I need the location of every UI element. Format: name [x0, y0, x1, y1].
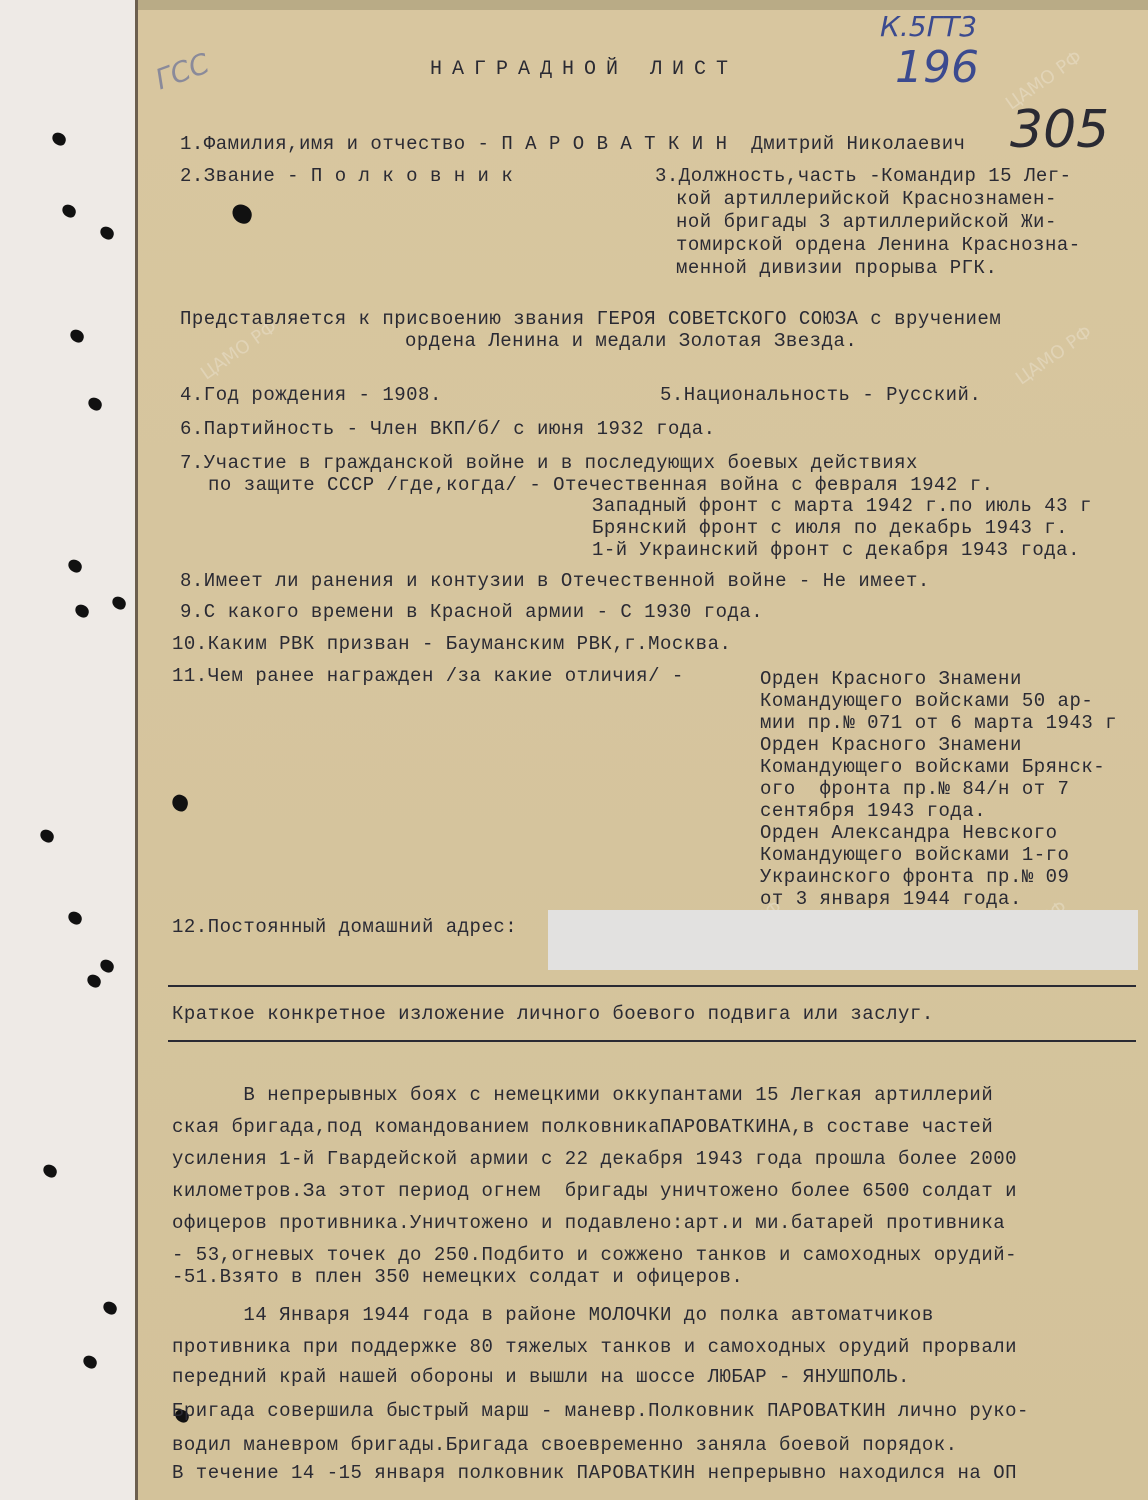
watermark: ЦАМО РФ: [1011, 321, 1097, 390]
binding-strip: [0, 0, 138, 1500]
narrative-line: В течение 14 -15 января полковник ПАРОВАТКИН непрерывно находился на ОП: [172, 1462, 1018, 1484]
presented-line: Представляется к присвоению звания ГЕРОЯ СОВЕТСКОГО СОЮЗА с вручением: [180, 308, 1002, 330]
field-awards-label: 11.Чем ранее награжден /за какие отличия/ -: [172, 665, 684, 687]
narrative-line: -51.Взято в плен 350 немецких солдат и офицеров.: [172, 1266, 744, 1288]
narrative-line: водил маневром бригады.Бригада своевременно заняла боевой порядок.: [172, 1434, 958, 1456]
narrative-line: противника при поддержке 80 тяжелых танков и самоходных орудий прорвали: [172, 1336, 1018, 1358]
award-line: мии пр.№ 071 от 6 марта 1943 г: [760, 712, 1118, 734]
narrative-line: офицеров противника.Уничтожено и подавлено:арт.и ми.батарей противника: [172, 1212, 1006, 1234]
narrative-line: В непрерывных боях с немецкими оккупантами 15 Легкая артиллерий: [172, 1084, 994, 1106]
award-line: Командующего войсками Брянск-: [760, 756, 1106, 778]
field-service-since: 9.С какого времени в Красной армии - С 1930 года.: [180, 601, 764, 623]
narrative-line: Бригада совершила быстрый марш - маневр.Полковник ПАРОВАТКИН лично руко-: [172, 1400, 1029, 1422]
award-line: ого фронта пр.№ 84/н от 7: [760, 778, 1070, 800]
document-title: НАГРАДНОЙ ЛИСТ: [430, 58, 739, 81]
award-line: Украинского фронта пр.№ 09: [760, 866, 1070, 888]
narrative-line: - 53,огневых точек до 250.Подбито и сожжено танков и самоходных орудий-: [172, 1244, 1018, 1266]
field-war-line: 1-й Украинский фронт с декабря 1943 года.: [592, 539, 1080, 561]
award-line: Орден Красного Знамени: [760, 668, 1022, 690]
field-home-address: 12.Постоянный домашний адрес:: [172, 916, 518, 938]
narrative-line: передний край нашей обороны и вышли на шоссе ЛЮБАР - ЯНУШПОЛЬ.: [172, 1366, 910, 1388]
page-number: 196: [895, 42, 979, 93]
award-line: Орден Красного Знамени: [760, 734, 1022, 756]
narrative-line: километров.За этот период огнем бригады уничтожено более 6500 солдат и: [172, 1180, 1018, 1202]
field-position-line: 3.Должность,часть -Командир 15 Лег-: [655, 165, 1072, 187]
divider-top: [168, 985, 1136, 987]
field-birth-year: 4.Год рождения - 1908.: [180, 384, 442, 406]
narrative-line: 14 Января 1944 года в районе МОЛОЧКИ до полка автоматчиков: [172, 1304, 934, 1326]
field-position-line: томирской ордена Ленина Краснозна-: [676, 234, 1081, 256]
field-wounds: 8.Имеет ли ранения и контузии в Отечественной войне - Не имеет.: [180, 570, 930, 592]
field-war-line: по защите СССР /где,когда/ - Отечественная война с февраля 1942 г.: [208, 474, 994, 496]
field-party: 6.Партийность - Член ВКП/б/ с июня 1932 года.: [180, 418, 716, 440]
field-nationality: 5.Национальность - Русский.: [660, 384, 982, 406]
field-position-line: менной дивизии прорыва РГК.: [676, 257, 998, 279]
field-rank: 2.Звание - П о л к о в н и к: [180, 165, 514, 187]
field-name: 1.Фамилия,имя и отчество - П А Р О В А Т К И Н Дмитрий Николаевич: [180, 133, 966, 155]
field-war-line: Западный фронт с марта 1942 г.по июль 43 г: [592, 495, 1092, 517]
field-position-line: кой артиллерийской Краснознамен-: [676, 188, 1057, 210]
corner-note: ГСС: [151, 46, 214, 97]
award-line: сентября 1943 года.: [760, 800, 987, 822]
presented-line: ордена Ленина и медали Золотая Звезда.: [405, 330, 858, 352]
watermark: ЦАМО РФ: [1001, 46, 1087, 115]
page-top-edge: [135, 0, 1148, 10]
field-war-line: 7.Участие в гражданской войне и в последующих боевых действиях: [180, 452, 918, 474]
award-line: Командующего войсками 1-го: [760, 844, 1070, 866]
award-line: от 3 января 1944 года.: [760, 888, 1022, 910]
redacted-address: [548, 910, 1138, 970]
field-draft-office: 10.Каким РВК призван - Бауманским РВК,г.Москва.: [172, 633, 732, 655]
divider-bottom: [168, 1040, 1136, 1042]
narrative-line: усиления 1-й Гвардейской армии с 22 декабря 1943 года прошла более 2000: [172, 1148, 1018, 1170]
narrative-line: ская бригада,под командованием полковникаПАРОВАТКИНА,в составе частей: [172, 1116, 994, 1138]
field-position-line: ной бригады 3 артиллерийской Жи-: [676, 211, 1057, 233]
archive-mark: К.5ГТ3: [880, 10, 978, 43]
summary-heading: Краткое конкретное изложение личного боевого подвига или заслуг.: [172, 1003, 934, 1025]
watermark: ЦАМО РФ: [196, 316, 282, 385]
award-line: Командующего войсками 50 ар-: [760, 690, 1094, 712]
award-line: Орден Александра Невского: [760, 822, 1058, 844]
stamp-number: 305: [1010, 100, 1110, 160]
field-war-line: Брянский фронт с июля по декабрь 1943 г.: [592, 517, 1069, 539]
